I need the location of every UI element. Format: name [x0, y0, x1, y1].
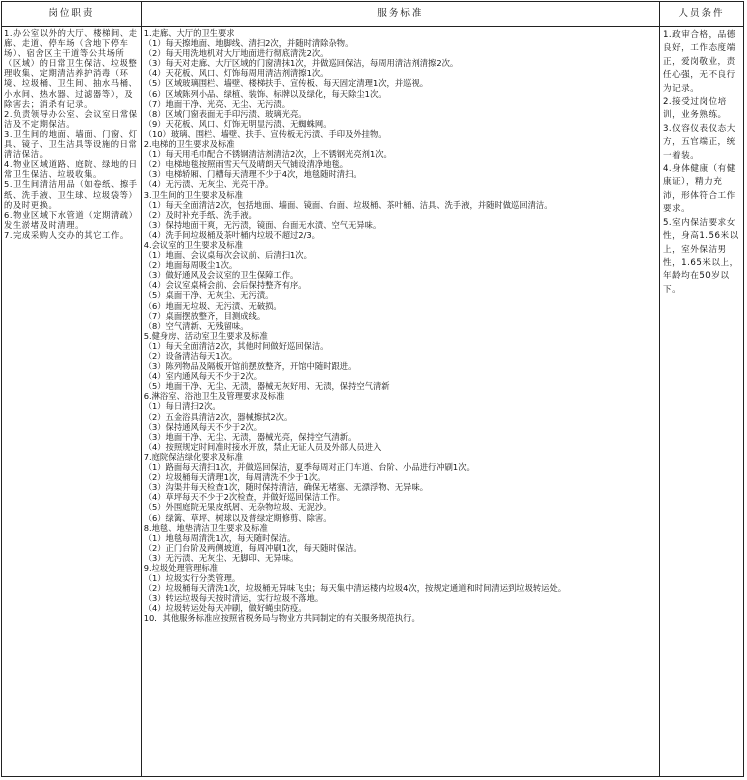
standard-line: （1）垃圾实行分类管理。: [143, 573, 241, 584]
standard-line: （3）地面干净、无尘、无渍，器械光亮，保持空气清新。: [143, 431, 357, 442]
requirement-item: 2.接受过岗位培训，业务熟练。: [662, 97, 727, 121]
standard-line: （10）玻璃、围栏、墙壁、扶手、宣传板无污渍、手印及外挂物。: [143, 128, 387, 139]
standard-line: （5）桌面干净、无灰尘、无污渍。: [143, 290, 274, 301]
standard-line: （3）无污渍、无灰尘、无脚印、无异味。: [143, 552, 299, 563]
standard-line: 2.电梯的卫生要求及标准: [143, 139, 235, 150]
standard-line: （1）路面每天清扫1次，并做巡回保洁，夏季每周对正门车道、台阶、小品进行冲刷1次。: [143, 462, 475, 473]
standard-line: （4）垃圾转运处每天冲刷，做好蝇虫防疫。: [143, 603, 307, 614]
standard-line: （3）沟渠井每天检查1次，随时保持清洁，确保无堵塞、无漂浮物、无异味。: [143, 482, 429, 493]
standard-line: （2）五金浴具清洁2次，器械擦拭2次。: [143, 411, 293, 422]
standard-line: （2）及时补充手纸、洗手液。: [143, 209, 257, 220]
standard-line: （6）地面无垃圾、无污渍、无破损。: [143, 300, 282, 311]
requirement-item: 4.身体健康（有健康证），精力充沛，形体符合工作要求。: [662, 164, 736, 215]
standard-line: （4）天花板、风口、灯饰每周用清洁剂清擦1次。: [143, 68, 329, 79]
standard-line: （4）草坪每天不少于2次检查，并做好巡回保洁工作。: [143, 492, 346, 503]
standard-line: （2）地面每周吸尘1次。: [143, 260, 238, 271]
requirement-item: 5.室内保洁要求女性，身高1.56米以上，室外保洁男性，1.65米以上，年龄均在50岁以下。: [662, 217, 739, 295]
standard-line: （2）正门台阶及两侧坡道，每周冲刷1次，每天随时保洁。: [143, 542, 362, 553]
standard-line: （6）绿篱、草坪、树球以及普绿定期修剪、除害。: [143, 512, 332, 523]
standard-line: （7）地面干净、光亮、无尘、无污渍。: [143, 98, 291, 109]
standard-line: （3）每天对走廊、大厅区域的门窗清抹1次，并做巡回保洁，每周用清洁剂清擦2次。: [143, 58, 459, 69]
requirements-cell: [659, 27, 743, 777]
standard-line: 6.淋浴室、浴池卫生及管理要求及标准: [143, 391, 285, 402]
standard-line: （4）洗手间垃圾桶及茶叶桶内垃圾不超过2/3。: [143, 229, 320, 240]
header-duties: 岗位职责: [2, 2, 142, 27]
standard-line: （3）电梯轿厢、门槽每天清理不少于4次，地毯随时清扫。: [143, 169, 362, 180]
standard-line: （3）陈列物品及隔板开馆前摆放整齐，开馆中随时跟进。: [143, 361, 357, 372]
standard-line: （4）室内通风每天不少于2次。: [143, 371, 263, 382]
standard-line: （1）每日清扫2次。: [143, 401, 221, 412]
standard-line: （1）地毯每周清洗1次，每天随时保洁。: [143, 532, 296, 543]
requirement-item: 3.仪容仪表仪态大方，五官端正，统一着装。: [662, 123, 736, 161]
standard-line: （5）地面干净、无尘、无渍，器械无灰好用、无渍，保持空气清新: [143, 381, 390, 392]
service-standards-table: [1, 1, 744, 777]
standard-line: （4）无污渍、无灰尘、光亮干净。: [143, 179, 274, 190]
standard-line: （7）桌面摆放整齐，目测成线。: [143, 310, 266, 321]
standard-line: （8）区域门窗表面无手印污渍、玻璃光亮。: [143, 108, 307, 119]
standard-line: 3.卫生间的卫生要求及标准: [143, 189, 243, 200]
standard-line: 1.走廊、大厅的卫生要求: [143, 28, 235, 38]
duty-item: 4.物业区域道路、庭院、绿地的日常卫生保洁、垃圾收集。: [4, 159, 138, 180]
standard-line: （3）做好通风及会议室的卫生保障工作。: [143, 270, 299, 281]
duties-cell: [2, 27, 142, 777]
standard-line: （1）地面、会议桌每次会议前、后清扫1次。: [143, 250, 312, 261]
standard-line: （2）垃圾桶每天清理1次，每周清洗不少于1次。: [143, 472, 326, 483]
standard-line: （4）会议室桌椅会前、会后保持整齐有序。: [143, 280, 307, 291]
duty-item: 7.完成采购人交办的其它工作。: [4, 229, 129, 240]
standard-line: 4.会议室的卫生要求及标准: [143, 239, 243, 250]
standard-line: （3）保持地面干爽，无污渍，镜面、台面无水渍、空气无异味。: [143, 219, 382, 230]
standards-cell: [141, 27, 659, 777]
standard-line: （5）外围庭院无果皮纸屑、无杂物垃圾、无泥沙。: [143, 502, 332, 513]
standard-line: （1）每天擦地面、地脚线、清扫2次，并随时清除杂物。: [143, 38, 354, 49]
standard-line: （1）每天全面清洁2次，包括地面、墙面、镜面、台面、垃圾桶、茶叶桶、洁具、洗手液，并随时做巡回清洁。: [143, 199, 553, 210]
standard-line: 8.地毯、地垫清洁卫生要求及标准: [143, 522, 268, 533]
standard-line: （2）电梯地毯按照雨雪天气及晴朗天气铺设清净地毯。: [143, 159, 349, 170]
standard-line: （8）空气清新、无残留味。: [143, 320, 249, 331]
standard-line: 7.庭院保洁绿化要求及标准: [143, 451, 243, 462]
duty-item: 5.卫生间清洁用品（如卷纸、擦手纸、洗手液、卫生球、垃圾袋等）的及时更换。: [4, 179, 138, 210]
header-requirements: 人员条件: [659, 2, 743, 27]
duty-item: 3.卫生间的地面、墙面、门窗、灯具、镜子、卫生洁具等设施的日常清洁保洁。: [4, 128, 138, 160]
standard-line: （5）区域玻璃围栏、墙壁、楼梯扶手、宣传板、每天固定清理1次，并巡视。: [143, 78, 429, 89]
standard-line: （1）每天用毛巾配合不锈钢清洁剂清洁2次，上不锈钢光亮剂1次。: [143, 149, 392, 160]
duty-item: 1.办公室以外的大厅、楼梯间、走廊、走道、停车场（含地下停车场）、宿舍区主干道等公共场所（区域）的日常卫生保洁、垃圾整理收集、定期清洁养护消毒（环境、垃圾桶、卫生间、抽水马桶、小水间、热水器、过滤器等），及除害去；消杀有记录。: [4, 28, 138, 109]
standard-line: （3）转运垃圾每天按时清运，实行垃圾不落地。: [143, 593, 324, 604]
table: [1, 1, 744, 777]
standard-line: （1）每天全面清洁2次，其他时间做好巡回保洁。: [143, 340, 329, 351]
table-row: [2, 27, 744, 777]
standard-line: （3）保持通风每天不少于2次。: [143, 421, 263, 432]
standard-line: （4）按照规定时间准时接水开放，禁止无证人员及外部人员进入: [143, 441, 382, 452]
standard-line: （2）设备清洁每天1次。: [143, 351, 238, 361]
requirement-item: 1.政审合格，品德良好，工作态度端正，爱岗敬业，责任心强，无不良行为记录。: [662, 30, 736, 94]
standard-line: 9.垃圾处理管理标准: [143, 562, 218, 573]
table-header-row: [2, 2, 744, 27]
standard-line: （6）区域陈列小品、绿植、装饰、标牌以及绿化，每天除尘1次。: [143, 88, 387, 99]
header-standards: 服务标准: [141, 2, 659, 27]
standard-line: （2）每天用洗地机对大厅地面进行彻底清洗2次。: [143, 48, 329, 59]
standard-line: 10．其他服务标准应按照省税务局与物业方共同制定的有关服务规范执行。: [143, 613, 420, 624]
standard-line: 5.健身房、活动室卫生要求及标准: [143, 330, 268, 341]
duty-item: 6.物业区域下水管道（定期清疏）发生淤堵及时清理。: [4, 209, 138, 230]
standard-line: （2）垃圾桶每天清洗1次，垃圾桶无异味飞虫；每天集中清运楼内垃圾4次，按规定通道和时间清运到垃圾转运处。: [143, 583, 567, 594]
duty-item: 2.负责领导办公室、会议室日常保洁及不定期保洁。: [4, 108, 138, 129]
standard-line: （9）天花板、风口、灯饰无明显污渍、无蜘蛛网。: [143, 118, 332, 129]
